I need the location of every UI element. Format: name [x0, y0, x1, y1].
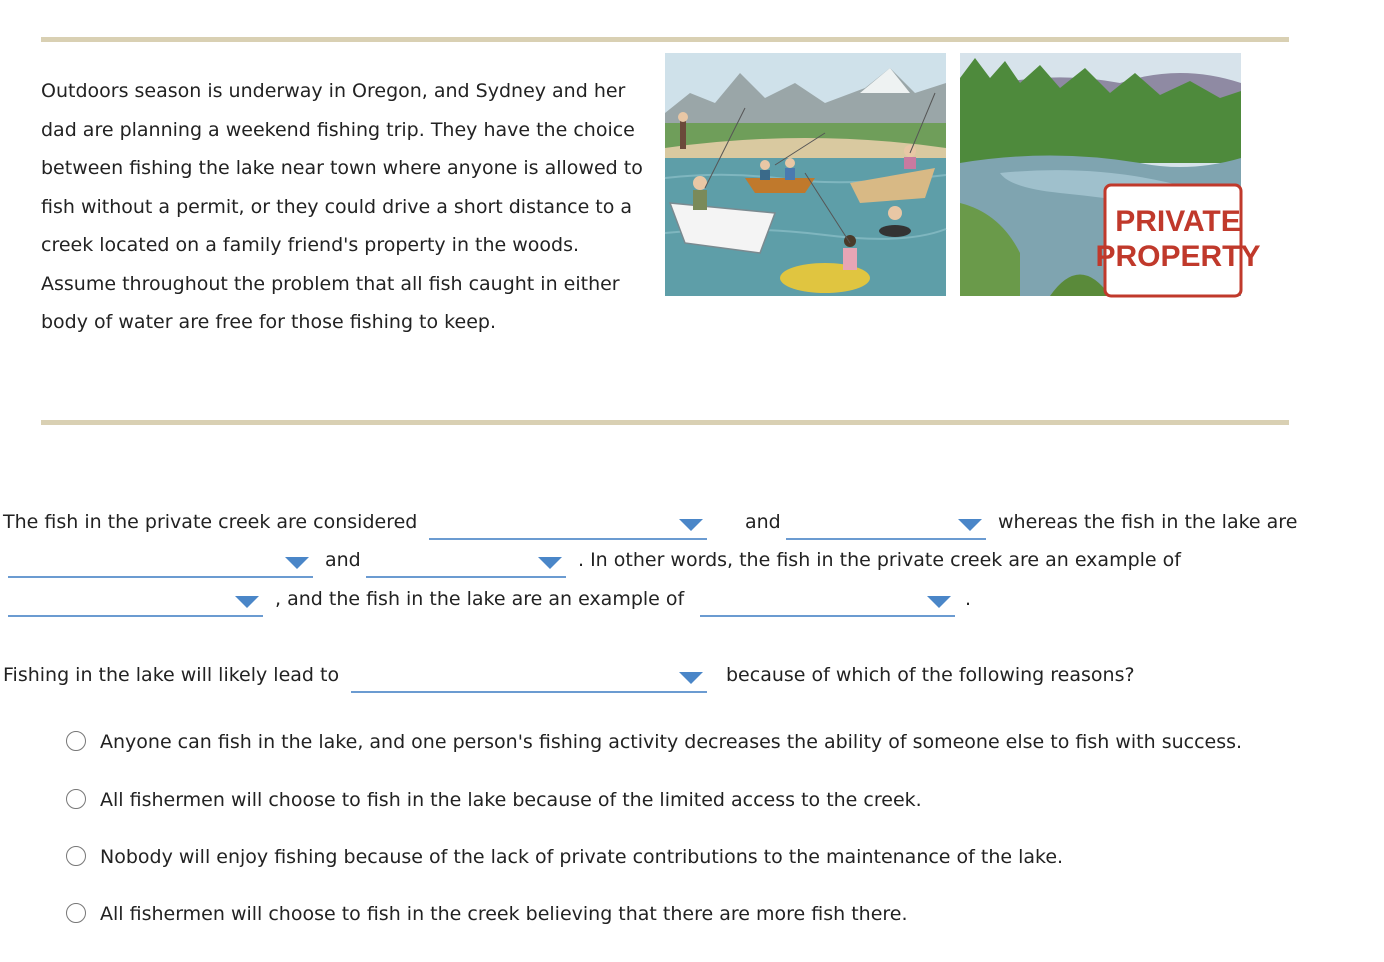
top-divider [41, 37, 1289, 42]
q2-line [0, 656, 1384, 694]
chevron-down-icon [538, 557, 562, 569]
q1-line2 [0, 541, 1384, 579]
bottom-divider [41, 420, 1289, 425]
dropdown-7[interactable] [351, 669, 707, 693]
radio-button[interactable] [66, 846, 86, 866]
q1-text-c: whereas the fish in the lake are [998, 511, 1298, 533]
option-label: Nobody will enjoy fishing because of the lack of private contributions to the maintenance of the lake. [100, 846, 1064, 868]
private-creek-image [960, 53, 1261, 296]
chevron-down-icon [235, 596, 259, 608]
q1-text-b: and [745, 511, 781, 533]
sign-line2: PROPERTY [1095, 240, 1261, 273]
q1-text-a: The fish in the private creek are considered [3, 511, 418, 533]
q1-text-e: . In other words, the fish in the private creek are an example of [578, 549, 1181, 571]
option-label: All fishermen will choose to fish in the lake because of the limited access to the creek. [100, 789, 922, 811]
option-label: Anyone can fish in the lake, and one person's fishing activity decreases the ability of someone else to fish with success. [100, 731, 1243, 753]
sign-line1: PRIVATE [1115, 205, 1241, 238]
q1-text-d: and [325, 549, 361, 571]
q2-prefix: Fishing in the lake will likely lead to [3, 664, 340, 686]
dropdown-2[interactable] [786, 516, 986, 540]
chevron-down-icon [679, 672, 703, 684]
q1-line3 [0, 580, 1384, 618]
q1-text-g: . [965, 588, 972, 610]
lake-fishing-image [665, 53, 946, 296]
radio-button[interactable] [66, 789, 86, 809]
chevron-down-icon [679, 519, 703, 531]
q1-text-f: , and the fish in the lake are an example of [275, 588, 685, 610]
dropdown-5[interactable] [8, 593, 263, 617]
chevron-down-icon [958, 519, 982, 531]
chevron-down-icon [285, 557, 309, 569]
intro-paragraph: Outdoors season is underway in Oregon, and Sydney and her dad are planning a weekend fishing trip. They have the choice between fishing the lake near town where anyone is allowed to fish without a permit, or they could drive a short distance to a creek located on a family friend's property in the woods. Assume throughout the problem that all fish caught in either body of water are free for those fishing to keep. [41, 80, 643, 333]
option-label: All fishermen will choose to fish in the creek believing that there are more fish there. [100, 903, 908, 925]
radio-button[interactable] [66, 903, 86, 923]
dropdown-4[interactable] [366, 554, 566, 578]
radio-button[interactable] [66, 731, 86, 751]
dropdown-3[interactable] [8, 554, 313, 578]
dropdown-6[interactable] [700, 593, 955, 617]
chevron-down-icon [927, 596, 951, 608]
q1-line1 [0, 503, 1384, 541]
dropdown-1[interactable] [429, 516, 707, 540]
q2-suffix: because of which of the following reasons? [726, 664, 1135, 686]
